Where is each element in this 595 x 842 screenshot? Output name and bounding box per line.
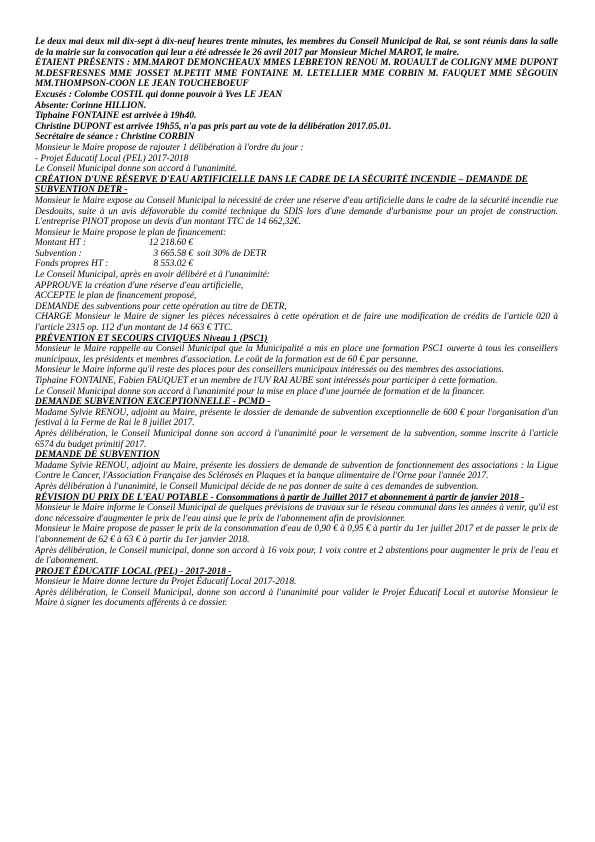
paragraph: Monsieur le Maire donne lecture du Projet Éducatif Local 2017-2018. xyxy=(35,577,297,588)
paragraph: Le Conseil Municipal, après en avoir délibéré et à l'unanimité: xyxy=(35,270,270,281)
paragraph: Après délibération, le Conseil municipal, donne son accord à 16 voix pour, 1 voix contre et 2 abstentions pour augmenter le prix de l'eau et de l'abonnement. xyxy=(35,545,558,567)
section-title-water-price: RÉVISION DU PRIX DE L'EAU POTABLE - Consommations à partir de Juillet 2017 et abonnement à partir de janvier 2018 - xyxy=(35,492,525,503)
opening-paragraph: Le deux mai deux mil dix-sept à dix-neuf heures trente minutes, les membres du Conseil Municipal de Rai, se sont réunis dans la salle de la mairie sur la convocation qui leur a été adressée le 26 avril 2017 par Monsieur Michel MAROT, le maire. xyxy=(35,37,558,58)
paragraph: DEMANDE des subventions pour cette opération au titre de DETR, xyxy=(35,301,287,312)
section-title-pel: PROJET ÉDUCATIF LOCAL (PEL) - 2017-2018 - xyxy=(35,566,232,577)
absent-line: Absente: Corinne HILLION. xyxy=(35,100,147,111)
paragraph: Monsieur le Maire rappelle au Conseil Municipal que la Municipalité a mis en place une formation PSC1 ouverte à tous les conseillers municipaux, les présidents et membres d'association. Le coût de la formation est de 60 € par personne. xyxy=(35,344,558,365)
paragraph: Après délibération à l'unanimité, le Conseil Municipal décide de ne pas donner de suite à ces demandes de subvention. xyxy=(35,481,479,492)
financing-row xyxy=(35,238,558,249)
late-arrival-line: Christine DUPONT est arrivée 19h55, n'a pas pris part au vote de la délibération 2017.05.01. xyxy=(35,121,392,132)
financing-value: 8 553.02 € xyxy=(153,259,193,270)
excused-line: Excusés : Colombe COSTIL qui donne pouvoir à Yves LE JEAN xyxy=(35,89,283,100)
paragraph: APPROUVE la création d'une réserve d'eau artificielle, xyxy=(35,280,244,291)
financing-plan xyxy=(35,238,558,270)
financing-row xyxy=(35,259,558,270)
paragraph: Monsieur le Maire informe qu'il reste des places pour des conseillers municipaux intéressés ou des membres des associations. xyxy=(35,365,505,376)
paragraph: Monsieur le Maire expose au Conseil Municipal la nécessité de créer une réserve d'eau artificielle dans le cadre de la sécurité incendie rue Desdouits, suite à un avis défavorable du comité technique du SDIS lors d'une demande d'urbanisme pour un projet de construction. L'entreprise PINOT propose un devis d'un montant TTC de 14 662,32€. xyxy=(35,195,558,228)
financing-row xyxy=(35,249,558,260)
section-title-pcmd: DEMANDE SUBVENTION EXCEPTIONNELLE - PCMD - xyxy=(35,397,271,408)
paragraph: Madame Sylvie RENOU, adjoint au Maire, présente le dossier de demande de subvention exceptionnelle de 600 € pour l'organisation d'un festival à la Ferme de Rai le 8 juillet 2017. xyxy=(35,407,558,429)
arrival-line: Tiphaine FONTAINE est arrivée à 19h40. xyxy=(35,111,197,122)
agenda-line: Le Conseil Municipal donne son accord à l'unanimité. xyxy=(35,164,238,175)
minutes-page xyxy=(35,37,558,609)
financing-label: Montant HT : xyxy=(35,238,86,249)
secretary-line: Secrétaire de séance : Christine CORBIN xyxy=(35,132,195,143)
agenda-line: Monsieur le Maire propose de rajouter 1 délibération à l'ordre du jour : xyxy=(35,142,304,153)
paragraph: Après délibération, le Conseil Municipal, donne son accord à l'unanimité pour valider le Projet Éducatif Local et autorise Monsieur le Maire à signer les documents afférents à ce dossier. xyxy=(35,587,558,609)
paragraph: ACCEPTE le plan de financement proposé, xyxy=(35,291,197,302)
financing-label: Fonds propres HT : xyxy=(35,259,109,270)
paragraph: Le Conseil Municipal donne son accord à l'unanimité pour la mise en place d'une journée de formation et de la financer. xyxy=(35,386,485,397)
financing-value: 12 218.60 € xyxy=(148,238,193,249)
paragraph: Tiphaine FONTAINE, Fabien FAUQUET et un membre de l'UV RAI AUBE sont intéressés pour participer à cette formation. xyxy=(35,376,498,386)
section-title-subvention: DEMANDE DE SUBVENTION xyxy=(35,450,160,461)
attendees-present: ÉTAIENT PRÉSENTS : MM.MAROT DEMONCHEAUX MMES LEBRETON RENOU M. ROUAULT de COLIGNY MME DUPONT M.DESFRESNES MME JOSSET M.PETIT MME FONTAINE M. LETELLIER MME CORBIN M. FAUQUET MME SÉGOUIN MM.THOMPSON-COON LE JEAN TOUCHEBOEUF xyxy=(35,58,558,90)
section-title-water-reserve: CRÉATION D'UNE RÉSERVE D'EAU ARTIFICIELLE DANS LE CADRE DE LA SÉCURITÉ INCENDIE – DEMANDE DE SUBVENTION DETR - xyxy=(35,174,528,196)
section-title-psc1: PRÉVENTION ET SECOURS CIVIQUES Niveau 1 (PSC1) xyxy=(35,333,268,344)
paragraph: Monsieur le Maire informe le Conseil Municipal de quelques prévisions de travaux sur le réseau communal dans les années à venir, qu'il est donc nécessaire d'augmenter le prix de l'eau ainsi que le prix de l'abonnement afin de provisionner. xyxy=(35,503,558,524)
financing-label: Subvention : xyxy=(35,248,82,259)
agenda-line: - Projet Éducatif Local (PEL) 2017-2018 xyxy=(35,153,189,164)
paragraph: Monsieur le Maire propose le plan de financement: xyxy=(35,227,227,238)
paragraph: Monsieur le Maire propose de passer le prix de la consommation d'eau de 0,90 € à 0,95 € à partir du 1er juillet 2017 et de passer le prix de l'abonnement de 62 € à 63 € à partir du 1er janvier 2018. xyxy=(35,524,558,545)
paragraph: Madame Sylvie RENOU, adjoint au Maire, présente les dossiers de demande de subvention de fonctionnement des associations : la Ligue Contre le Cancer, l'Association Française des Sclérosés en Plaques et la banque alimentaire de l'Orne pour l'année 2017. xyxy=(35,460,558,482)
paragraph: Après délibération, le Conseil Municipal donne son accord à l'unanimité pour le versement de la subvention, somme inscrite à l'article 6574 du budget primitif 2017. xyxy=(35,428,558,450)
financing-value: 3 665.58 € xyxy=(153,248,193,259)
paragraph: CHARGE Monsieur le Maire de signer les pièces nécessaires à cette opération et de faire une modification de crédits de l'article 020 à l'article 2315 op. 112 d'un montant de 14 663 € TTC. xyxy=(35,312,558,334)
financing-note: soit 30% de DETR xyxy=(197,248,267,259)
